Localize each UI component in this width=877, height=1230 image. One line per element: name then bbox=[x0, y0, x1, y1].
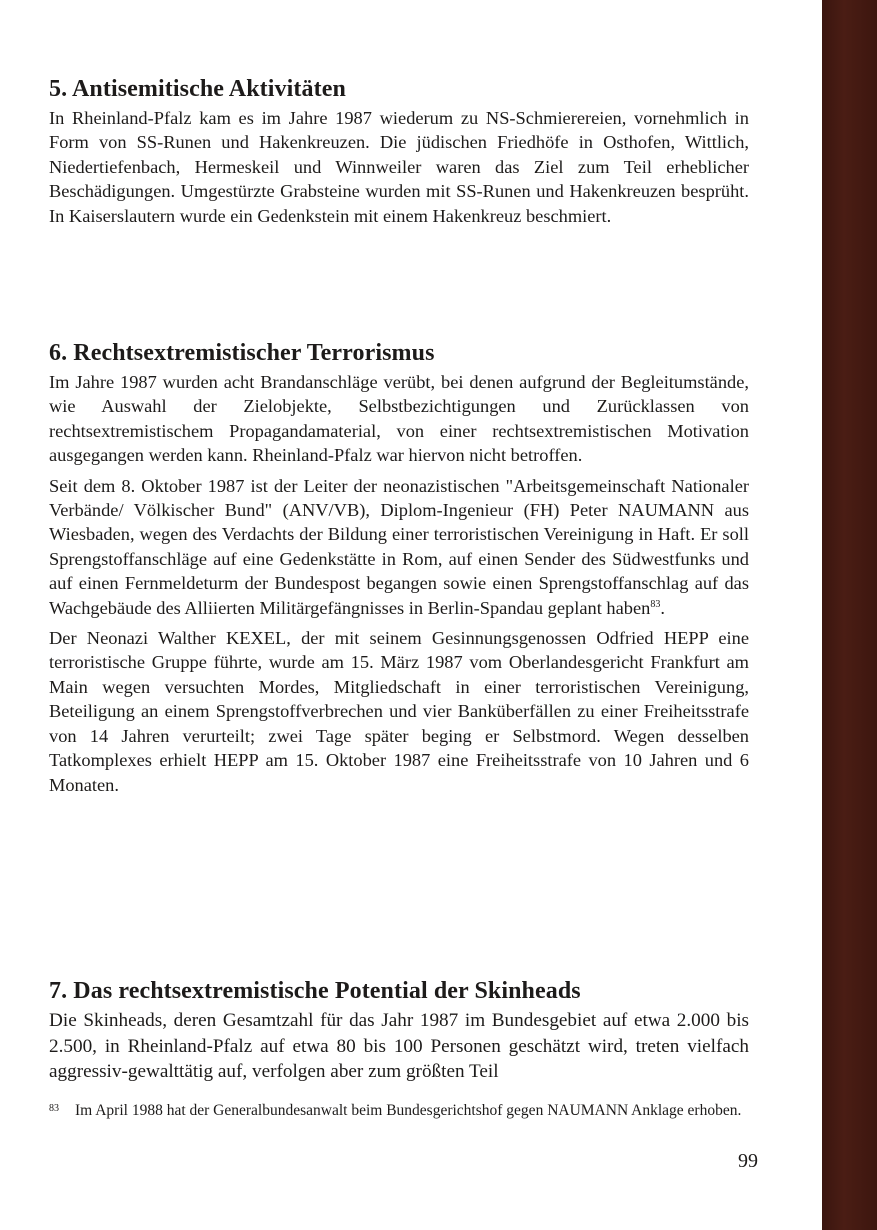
section-paragraph: Die Skinheads, deren Gesamtzahl für das Jahr 1987 im Bundesgebiet auf etwa 2.000 bis 2.500, in Rheinland-Pfalz auf etwa 80 bis 100 Personen geschätzt wird, treten vielfach aggressiv-gewalttätig auf, verfolgen aber zum größten Teil bbox=[49, 1010, 749, 1082]
section-antisemitische-aktivitaeten bbox=[49, 74, 749, 228]
section-paragraph: Im Jahre 1987 wurden acht Brandanschläge verübt, bei denen aufgrund der Begleitumstände, wie Auswahl der Zielobjekte, Selbstbezichtigungen und Zurücklassen von rechtsextremistischem Propagandamaterial, von einer rechtsextremistischen Motivation ausgegangen werden kann. Rheinland-Pfalz war hiervon nicht betroffen. bbox=[49, 372, 749, 466]
section-heading: 5. Antisemitische Aktivitäten bbox=[49, 76, 346, 102]
paragraph-end-punctuation: . bbox=[660, 597, 665, 618]
section-rechtsextremistischer-terrorismus bbox=[49, 338, 749, 797]
footnote bbox=[49, 1100, 749, 1121]
paragraph-text: Seit dem 8. Oktober 1987 ist der Leiter der neonazistischen "Arbeitsgemeinschaft Nationaler Verbände/ Völkischer Bund" (ANV/VB), Diplom-Ingenieur (FH) Peter NAUMANN aus Wiesbaden, wegen des Verdachts der Bildung einer terroristischen Vereinigung in Haft. Er soll Sprengstoffanschläge auf eine Gedenkstätte in Rom, auf einen Sender des Südwestfunks und auf einen Fernmeldeturm der Bundespost begangen sowie einen Sprengstoffanschlag auf das Wachgebäude des Alliierten Militärgefängnisses in Berlin-Spandau geplant haben bbox=[49, 475, 749, 618]
footnote-mark: 83 bbox=[49, 1103, 59, 1114]
footnote-reference[interactable]: 83 bbox=[650, 598, 661, 610]
book-spine-edge bbox=[822, 0, 877, 1230]
section-heading: 7. Das rechtsextremistische Potential der Skinheads bbox=[49, 978, 581, 1004]
section-heading: 6. Rechtsextremistischer Terrorismus bbox=[49, 340, 435, 366]
section-skinheads-potential bbox=[49, 976, 749, 1085]
footnote-text: Im April 1988 hat der Generalbundesanwalt beim Bundesgerichtshof gegen NAUMANN Anklage erhoben. bbox=[75, 1102, 742, 1119]
section-paragraph: In Rheinland-Pfalz kam es im Jahre 1987 wiederum zu NS-Schmierereien, vornehmlich in Form von SS-Runen und Hakenkreuzen. Die jüdischen Friedhöfe in Osthofen, Wittlich, Niedertiefenbach, Hermeskeil und Winnweiler waren das Ziel zum Teil erheblicher Beschädigungen. Umgestürzte Grabsteine wurden mit SS-Runen und Hakenkreuzen besprüht. In Kaiserslautern wurde ein Gedenkstein mit einem Hakenkreuz beschmiert. bbox=[49, 108, 749, 226]
section-paragraph-with-footnote bbox=[49, 474, 749, 620]
section-paragraph: Der Neonazi Walther KEXEL, der mit seinem Gesinnungsgenossen Odfried HEPP eine terroristische Gruppe führte, wurde am 15. März 1987 vom Oberlandesgericht Frankfurt am Main wegen versuchten Mordes, Mitgliedschaft in einer terroristischen Vereinigung, Beteiligung an einem Sprengstoffverbrechen und vier Banküberfällen zu einer Freiheitsstrafe von 14 Jahren verurteilt; zwei Tage später beging er Selbstmord. Wegen desselben Tatkomplexes erhielt HEPP am 15. Oktober 1987 eine Freiheitsstrafe von 10 Jahren und 6 Monaten. bbox=[49, 628, 749, 795]
page-number: 99 bbox=[738, 1150, 758, 1172]
